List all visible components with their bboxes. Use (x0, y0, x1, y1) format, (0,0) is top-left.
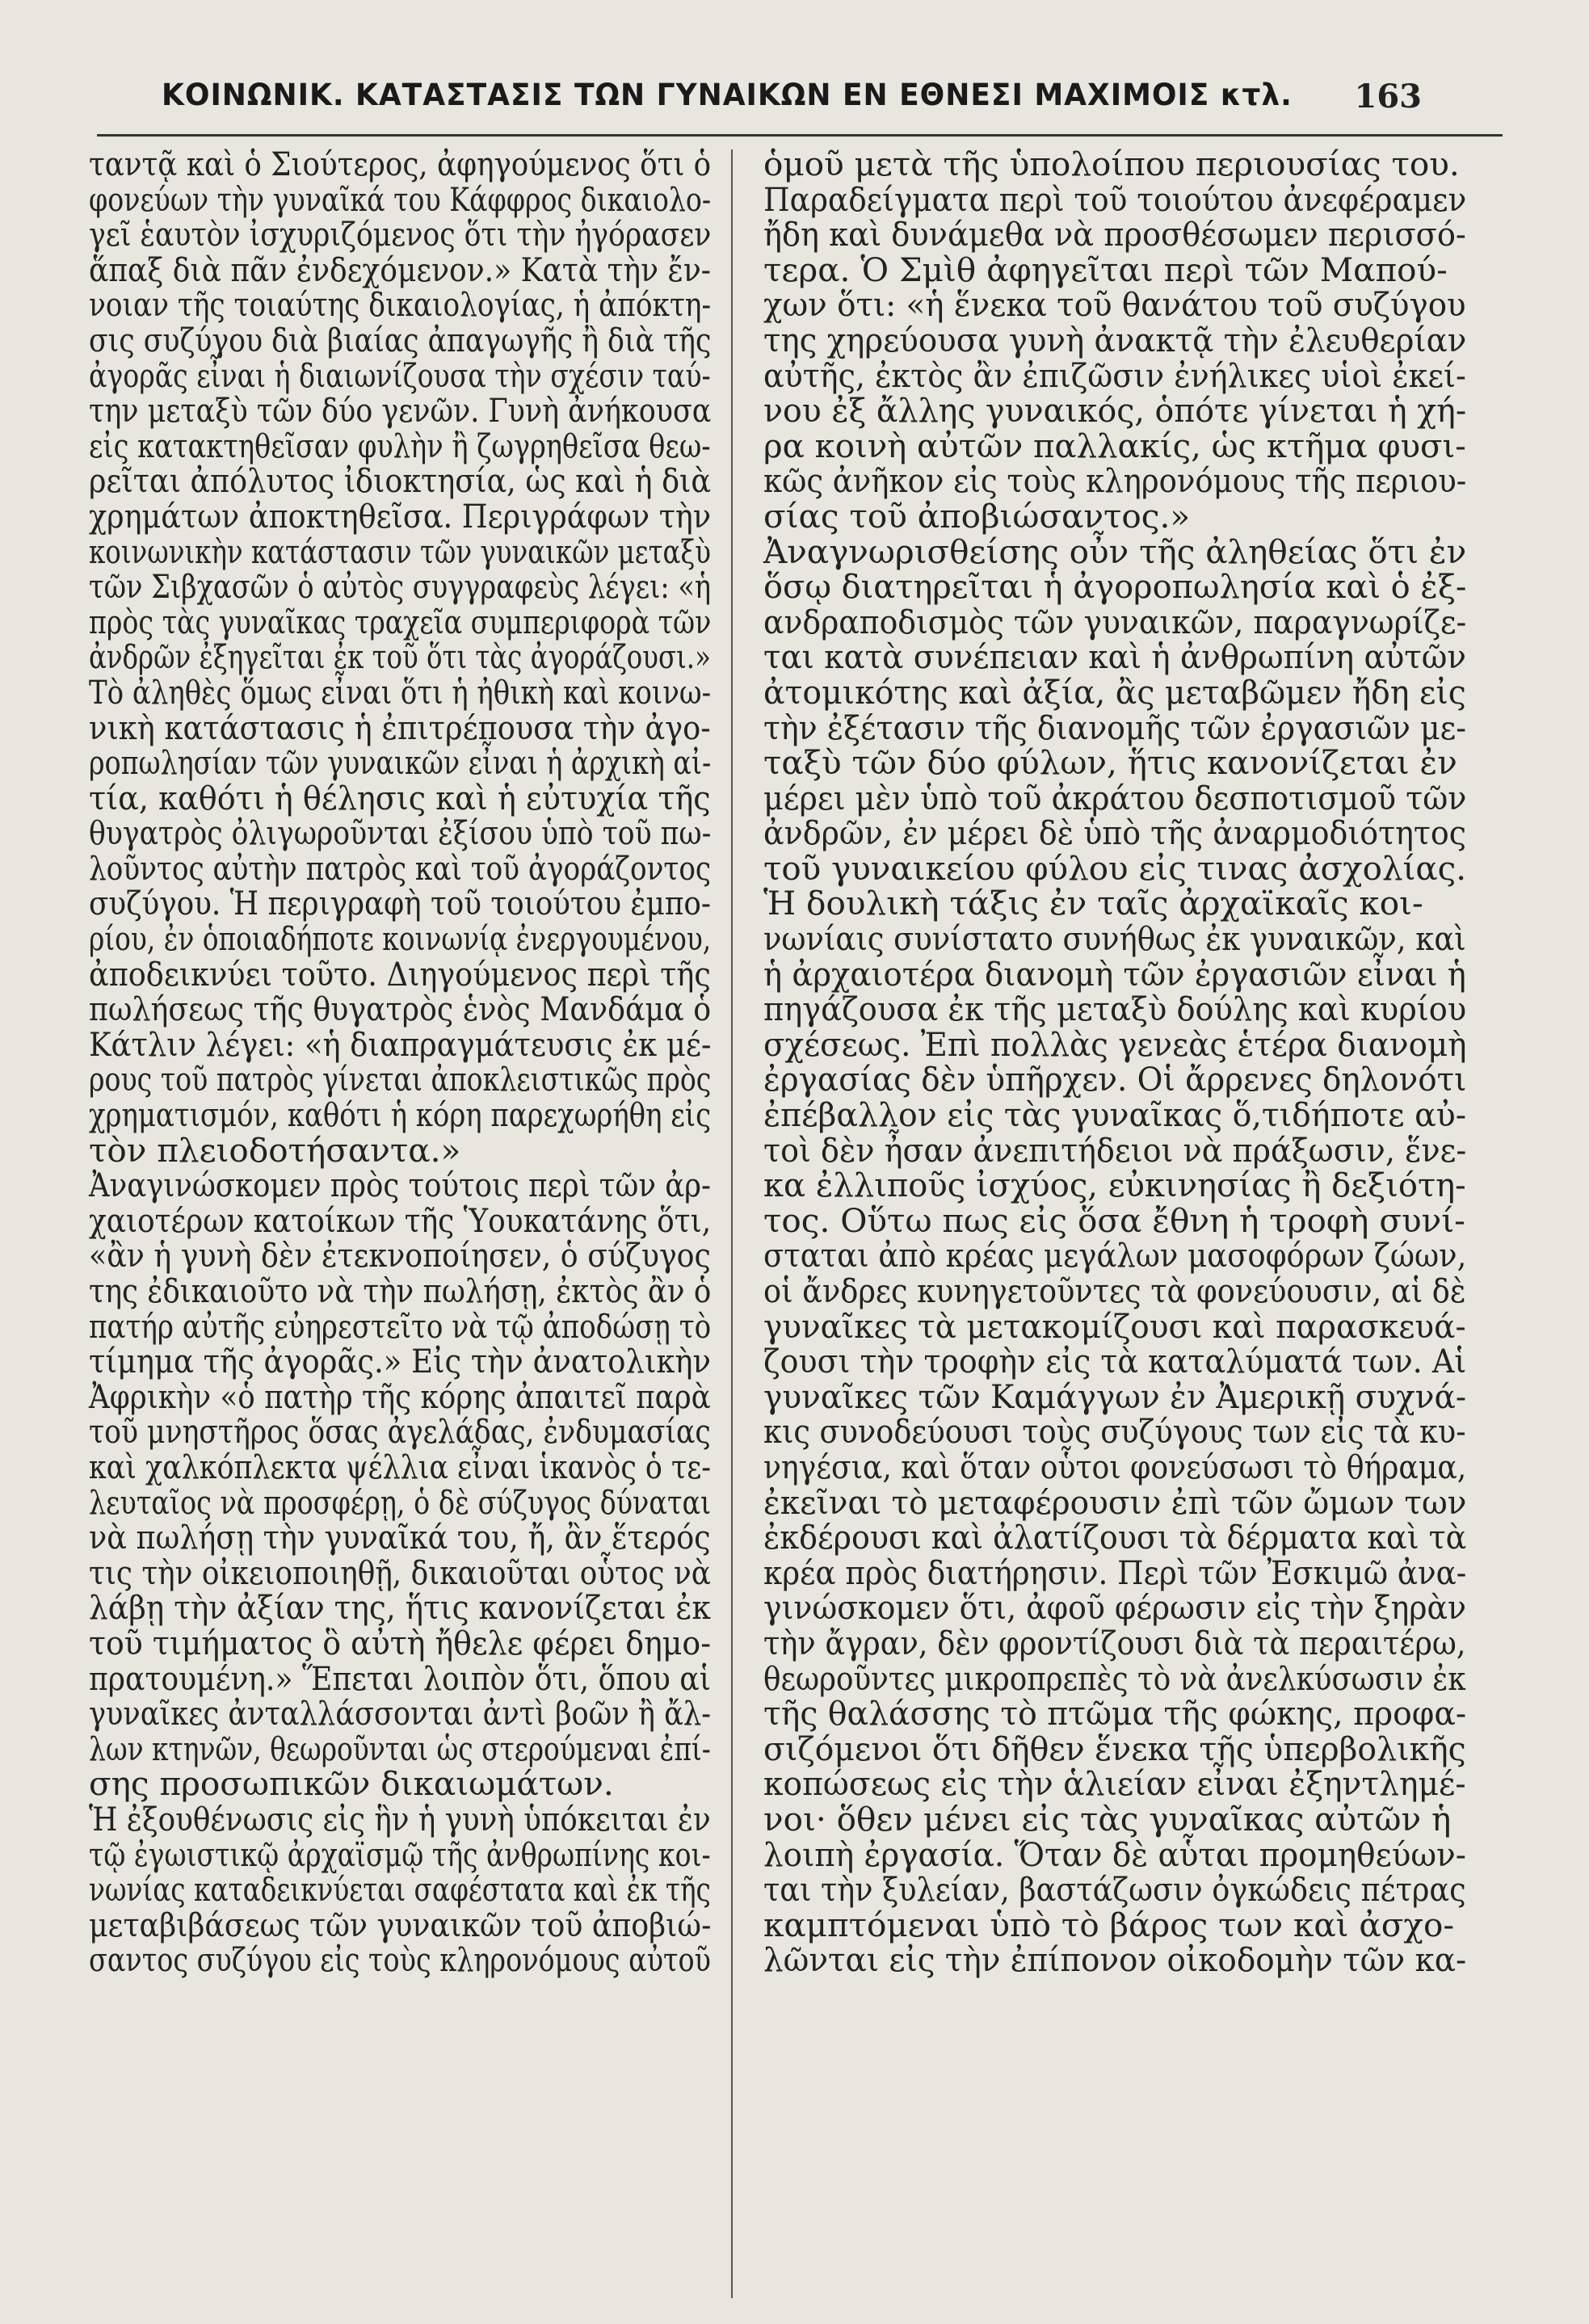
text-line: νὰ πωλήσῃ τὴν γυναῖκά του, ἤ, ἂν ἕτερός (89, 1518, 711, 1557)
text-line: τοῦ μνηστῆρος ὅσας ἀγελάδας, ἐνδυμασίας (89, 1412, 711, 1452)
text-line: γεῖ ἑαυτὸν ἰσχυριζόμενος ὅτι τὴν ἠγόρασεν (89, 215, 712, 254)
text-line: ται τὴν ξυλείαν, βαστάζωσιν ὀγκώδεις πέτρας (763, 1870, 1466, 1910)
text-line: σταται ἀπὸ κρέας μεγάλων μασοφόρων ζώων, (763, 1236, 1467, 1275)
text-line: τοὶ δὲν ἦσαν ἀνεπιτήδειοι νὰ πράξωσιν, ἕνε- (763, 1130, 1467, 1170)
text-line: την μεταξὺ τῶν δύο γενῶν. Γυνὴ ἀνήκουσα (89, 391, 712, 431)
text-line: λῶνται εἰς τὴν ἐπίπονον οἰκοδομὴν τῶν κα- (763, 1940, 1467, 1980)
text-line: ζουσι τὴν τροφὴν εἰς τὰ καταλύματά των. Αἱ (763, 1342, 1467, 1381)
text-line: σις συζύγου διὰ βιαίας ἀπαγωγῆς ἢ διὰ τῆς (89, 320, 712, 359)
text-line: ἀγορᾶς εἶναι ἡ διαιωνίζουσα τὴν σχέσιν ταύ- (89, 355, 711, 395)
text-line: τὴν ἐξέτασιν τῆς διανομῆς τῶν ἐργασιῶν με- (763, 708, 1466, 747)
text-line: σης προσωπικῶν δικαιωμάτων. (89, 1764, 614, 1804)
text-line: ἐκδέρουσι καὶ ἀλατίζουσι τὰ δέρματα καὶ τὰ (763, 1518, 1467, 1557)
text-line: γυναῖκες τὰ μετακομίζουσι καὶ παρασκευά- (763, 1306, 1466, 1346)
text-line: θεωροῦντες μικροπρεπὲς τὸ νὰ ἀνελκύσωσιν ἐκ (763, 1658, 1466, 1698)
text-line: τία, καθότι ἡ θέλησις καὶ ἡ εὐτυχία τῆς (89, 778, 711, 817)
text-line: κοινωνικὴν κατάστασιν τῶν γυναικῶν μεταξὺ (89, 532, 712, 571)
text-line: Ἀναγνωρισθείσης οὖν τῆς ἀληθείας ὅτι ἐν (763, 532, 1467, 571)
text-line: καμπτόμεναι ὑπὸ τὸ βάρος των καὶ ἀσχο- (763, 1905, 1455, 1944)
text-line: οἱ ἄνδρες κυνηγετοῦντες τὰ φονεύουσιν, αἱ δὲ (763, 1271, 1466, 1310)
text-line: τῷ ἐγωιστικῷ ἀρχαϊσμῷ τῆς ἀνθρωπίνης κοι- (89, 1834, 711, 1874)
text-line: πωλήσεως τῆς θυγατρὸς ἑνὸς Μανδάμα ὁ (89, 990, 712, 1029)
column-divider (731, 149, 733, 2298)
text-line: αὐτῆς, ἐκτὸς ἂν ἐπιζῶσιν ἐνήλικες υἱοὶ ἐκεί- (763, 355, 1466, 395)
text-line: ταξὺ τῶν δύο φύλων, ἥτις κανονίζεται ἐν (763, 743, 1457, 783)
text-line: τὸν πλειοδοτήσαντα.» (89, 1130, 461, 1170)
running-title: ΚΟΙΝΩΝΙΚ. ΚΑΤΑΣΤΑΣΙΣ ΤΩΝ ΓΥΝΑΙΚΩΝ ΕΝ ΕΘΝΕΣΙ ΜΑΧΙΜΟΙΣ κτλ. (162, 78, 1293, 112)
text-line: της ἐδικαιοῦτο νὰ τὴν πωλήσῃ, ἐκτὸς ἂν ὁ (89, 1271, 712, 1310)
text-line: λοιπὴ ἐργασία. Ὅταν δὲ αὗται προμηθεύων- (763, 1834, 1466, 1874)
text-line: ἀνδρῶν, ἐν μέρει δὲ ὑπὸ τῆς ἀναρμοδιότητος (763, 813, 1466, 853)
text-line: θυγατρὸς ὀλιγωροῦνται ἐξίσου ὑπὸ τοῦ πω- (89, 813, 712, 853)
text-line: μεταβιβάσεως τῶν γυναικῶν τοῦ ἀποβιώ- (89, 1905, 712, 1944)
text-line: Ἀναγινώσκομεν πρὸς τούτοις περὶ τῶν ἀρ- (89, 1166, 712, 1205)
text-line: τοῦ γυναικείου φύλου εἰς τινας ἀσχολίας. (763, 848, 1467, 888)
right-column (763, 147, 1466, 1978)
text-line: ἐκεῖναι τὸ μεταφέρουσιν ἐπὶ τῶν ὤμων των (763, 1482, 1467, 1522)
text-line: Κάτλιν λέγει: «ἡ διαπραγμάτευσις ἐκ μέ- (89, 1024, 712, 1064)
text-line: ὅσῳ διατηρεῖται ἡ ἀγοροπωλησία καὶ ὁ ἐξ- (763, 567, 1467, 607)
text-line: σιζόμενοι ὅτι δῆθεν ἕνεκα τῆς ὑπερβολικῆς (763, 1729, 1466, 1768)
text-line: γυναῖκες ἀνταλλάσσονται ἀντὶ βοῶν ἢ ἄλ- (89, 1694, 712, 1734)
text-line: χαιοτέρων κατοίκων τῆς Ὑουκατάνης ὅτι, (89, 1200, 712, 1240)
text-line: ἀνδρῶν ἐξηγεῖται ἐκ τοῦ ὅτι τὰς ἀγοράζουσι.» (89, 637, 711, 677)
text-line: ταντᾷ καὶ ὁ Σιούτερος, ἀφηγούμενος ὅτι ὁ (89, 145, 712, 183)
text-line: νωνίας καταδεικνύεται σαφέστατα καὶ ἐκ τῆς (89, 1870, 711, 1910)
text-line: κις συνοδεύουσι τοὺς συζύγους των εἰς τὰ κυ- (763, 1412, 1466, 1452)
text-line: νου ἐξ ἄλλης γυναικός, ὁπότε γίνεται ἡ χή- (763, 391, 1467, 431)
text-line: ἐπέβαλλον εἰς τὰς γυναῖκας ὅ,τιδήποτε αὐ- (763, 1095, 1467, 1135)
text-line: νωνίαις συνίστατο συνήθως ἐκ γυναικῶν, καὶ (763, 919, 1466, 959)
text-line: συζύγου. Ἡ περιγραφὴ τοῦ τοιούτου ἐμπο- (89, 884, 711, 923)
text-line: τῆς θαλάσσης τὸ πτῶμα τῆς φώκης, προφα- (763, 1694, 1467, 1734)
text-line: πηγάζουσα ἐκ τῆς μεταξὺ δούλης καὶ κυρίου (763, 990, 1467, 1029)
text-line: ρα κοινὴ αὐτῶν παλλακίς, ὡς κτῆμα φυσι- (763, 426, 1466, 465)
text-line: χρηματισμόν, καθότι ἡ κόρη παρεχωρήθη εἰς (89, 1095, 712, 1135)
text-line: κοπώσεως εἰς τὴν ἁλιείαν εἶναι ἐξηντλημέ- (763, 1764, 1466, 1804)
text-line: ροπωλησίαν τῶν γυναικῶν εἶναι ἡ ἀρχικὴ αἰ- (89, 743, 712, 783)
text-line: Ἡ ἐξουθένωσις εἰς ἣν ἡ γυνὴ ὑπόκειται ἐν (89, 1799, 711, 1839)
text-line: καὶ χαλκόπλεκτα ψέλλια εἶναι ἱκανὸς ὁ τε- (89, 1447, 712, 1486)
text-line: νοιαν τῆς τοιαύτης δικαιολογίας, ἡ ἀπόκτη- (89, 285, 712, 325)
page-header (162, 78, 1422, 136)
text-line: λευταῖος νὰ προσφέρῃ, ὁ δὲ σύζυγος δύναται (89, 1482, 712, 1522)
text-line: Ἀφρικὴν «ὁ πατὴρ τῆς κόρης ἀπαιτεῖ παρὰ (89, 1376, 711, 1416)
text-line: γυναῖκες τῶν Καμάγγων ἐν Ἀμερικῇ συχνά- (763, 1376, 1467, 1416)
text-line: φονεύων τὴν γυναῖκά του Κάφφρος δικαιολο- (89, 179, 712, 219)
text-line: ρίου, ἐν ὁποιαδήποτε κοινωνίᾳ ἐνεργουμένου, (89, 919, 712, 959)
text-line: πρατουμένη.» Ἕπεται λοιπὸν ὅτι, ὅπου αἱ (89, 1658, 711, 1698)
left-column (89, 147, 711, 1978)
page-number: 163 (1354, 78, 1422, 116)
text-line: τοῦ τιμήματος ὃ αὐτὴ ἤθελε φέρει δημο- (89, 1623, 712, 1662)
text-line: ἀτομικότης καὶ ἀξία, ἂς μεταβῶμεν ἤδη εἰς (763, 672, 1466, 712)
text-line: ται κατὰ συνέπειαν καὶ ἡ ἀνθρωπίνη αὐτῶν (763, 637, 1467, 677)
text-line: ρεῖται ἀπόλυτος ἰδιοκτησία, ὡς καὶ ἡ διὰ (89, 461, 712, 501)
text-line: σχέσεως. Ἐπὶ πολλὰς γενεὰς ἑτέρα διανομὴ (763, 1024, 1467, 1064)
text-line: ανδραποδισμὸς τῶν γυναικῶν, παραγνωρίζε- (763, 602, 1467, 641)
text-line: νηγέσια, καὶ ὅταν οὗτοι φονεύσωσι τὸ θήραμα, (763, 1447, 1467, 1486)
text-line: λοῦντος αὐτὴν πατρὸς καὶ τοῦ ἀγοράζοντος (89, 848, 712, 888)
text-line: ὁμοῦ μετὰ τῆς ὑπολοίπου περιουσίας του. (763, 145, 1460, 183)
text-line: ἤδη καὶ δυνάμεθα νὰ προσθέσωμεν περισσό- (763, 215, 1466, 254)
text-line: πατήρ αὐτῆς εὐηρεστεῖτο νὰ τῷ ἀποδώσῃ τὸ (89, 1306, 712, 1346)
text-line: λάβῃ τὴν ἀξίαν της, ἥτις κανονίζεται ἐκ (89, 1588, 711, 1628)
text-line: τὴν ἄγραν, δὲν φροντίζουσι διὰ τὰ περαιτέρω, (763, 1623, 1466, 1662)
text-line: ἐργασίας δὲν ὑπῆρχεν. Οἱ ἄρρενες δηλονότι (763, 1060, 1467, 1099)
text-line: τος. Οὕτω πως εἰς ὅσα ἔθνη ἡ τροφὴ συνί- (763, 1200, 1465, 1240)
text-line: τις τὴν οἰκειοποιηθῇ, δικαιοῦται οὗτος νὰ (89, 1553, 711, 1592)
text-line: νικὴ κατάστασις ἡ ἐπιτρέπουσα τὴν ἀγο- (89, 708, 711, 747)
text-line: σίας τοῦ ἀποβιώσαντος.» (763, 496, 1191, 536)
text-line: κρέα πρὸς διατήρησιν. Περὶ τῶν Ἐσκιμῶ ἀνα- (763, 1553, 1467, 1592)
text-line: τίμημα τῆς ἀγορᾶς.» Εἰς τὴν ἀνατολικὴν (89, 1342, 711, 1381)
text-line: Παραδείγματα περὶ τοῦ τοιούτου ἀνεφέραμεν (763, 179, 1467, 219)
text-line: νοι· ὅθεν μένει εἰς τὰς γυναῖκας αὐτῶν ἡ (763, 1799, 1452, 1839)
text-line: ἡ ἀρχαιοτέρα διανομὴ τῶν ἐργασιῶν εἶναι ἡ (763, 954, 1466, 994)
text-line: πρὸς τὰς γυναῖκας τραχεῖα συμπεριφορὰ τῶν (89, 602, 712, 641)
text-line: χρημάτων ἀποκτηθεῖσα. Περιγράφων τὴν (89, 496, 712, 536)
text-line: μέρει μὲν ὑπὸ τοῦ ἀκράτου δεσποτισμοῦ τῶν (763, 778, 1467, 817)
text-line: τῶν Σιβχασῶν ὁ αὐτὸς συγγραφεὺς λέγει: «ἡ (89, 567, 712, 607)
text-line: τερα. Ὁ Σμὶθ ἀφηγεῖται περὶ τῶν Μαπού- (763, 250, 1448, 289)
text-line: Τὸ ἀληθὲς ὅμως εἶναι ὅτι ἡ ἠθικὴ καὶ κοινω- (89, 672, 712, 712)
text-line: κῶς ἀνῆκον εἰς τοὺς κληρονόμους τῆς περιου- (763, 461, 1467, 501)
text-line: «ἂν ἡ γυνὴ δὲν ἐτεκνοποίησεν, ὁ σύζυγος (89, 1236, 711, 1275)
text-line: χων ὅτι: «ἡ ἕνεκα τοῦ θανάτου τοῦ συζύγου (763, 285, 1466, 325)
text-line: Ἡ δουλικὴ τάξις ἐν ταῖς ἀρχαϊκαῖς κοι- (763, 884, 1423, 923)
text-line: ρους τοῦ πατρὸς γίνεται ἀποκλειστικῶς πρὸς (89, 1060, 712, 1099)
text-line: της χηρεύουσα γυνὴ ἀνακτᾷ τὴν ἐλευθερίαν (763, 320, 1467, 359)
header-rule (97, 134, 1503, 137)
text-line: σαντος συζύγου εἰς τοὺς κληρονόμους αὐτοῦ (89, 1940, 711, 1980)
text-line: εἰς κατακτηθεῖσαν φυλὴν ἢ ζωγρηθεῖσα θεω- (89, 426, 711, 465)
text-line: ἀποδεικνύει τοῦτο. Διηγούμενος περὶ τῆς (89, 954, 711, 994)
text-line: κα ἐλλιποῦς ἰσχύος, εὐκινησίας ἢ δεξιότη- (763, 1166, 1466, 1205)
text-line: ἅπαξ διὰ πᾶν ἐνδεχόμενον.» Κατὰ τὴν ἔν- (89, 250, 711, 289)
text-line: γινώσκομεν ὅτι, ἀφοῦ φέρωσιν εἰς τὴν ξηρὰν (763, 1588, 1466, 1628)
text-line: λων κτηνῶν, θεωροῦνται ὡς στερούμεναι ἐπί- (89, 1729, 711, 1768)
